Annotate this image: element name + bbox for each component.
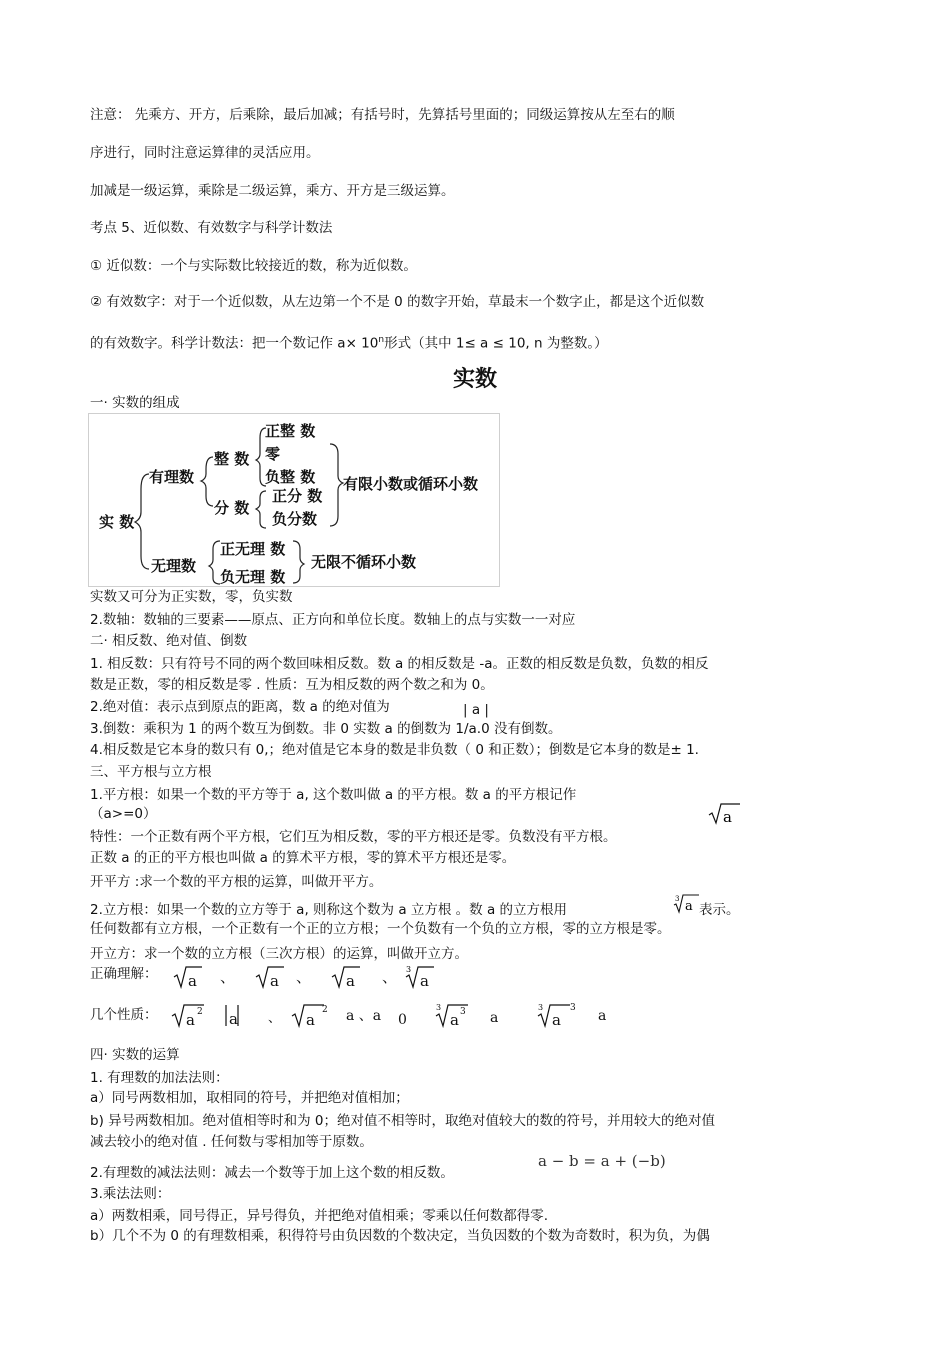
square-root-line: 1.平方根：如果一个数的平方等于 a, 这个数叫做 a 的平方根。数 a 的平方根记作	[90, 787, 577, 803]
prop-cube-index-2: 3	[538, 1003, 544, 1012]
label-negative-irrational: 负无理 数	[220, 568, 286, 586]
approx-number-line: ① 近似数：一个与实际数比较接近的数，称为近似数。	[90, 258, 417, 274]
svg-text:a: a	[450, 1011, 459, 1029]
sqrt-radicand: a	[723, 808, 732, 826]
multiplication-rule-a: a）两数相乘，同号得正，异号得负，并把绝对值相乘；零乘以任何数都得零.	[90, 1208, 549, 1224]
note-line-2: 序进行，同时注意运算律的灵活应用。	[90, 145, 320, 161]
page-title: 实数	[452, 366, 497, 392]
prop-sep: 、	[268, 1011, 282, 1026]
svg-text:a: a	[188, 972, 197, 990]
prop-exp-3b: 3	[570, 1003, 576, 1013]
label-real: 实 数	[99, 513, 135, 531]
understanding-sep-3: 、	[382, 968, 398, 986]
svg-text:a: a	[186, 1011, 195, 1029]
label-fraction: 分 数	[214, 499, 250, 517]
opposite-number-line-1: 1. 相反数：只有符号不同的两个数回味相反数。数 a 的相反数是 -a。正数的相反数是负数，负数的相反	[90, 656, 709, 672]
label-infinite-decimal: 无限不循环小数	[311, 553, 417, 571]
correct-understanding-label: 正确理解：	[90, 966, 158, 982]
number-axis-line: 2.数轴：数轴的三要素——原点、正方向和单位长度。数轴上的点与实数一一对应	[90, 612, 576, 628]
label-positive-integer: 正整 数	[265, 422, 316, 440]
prop-abs: a	[229, 1010, 238, 1028]
understanding-cube-index: 3	[406, 965, 412, 974]
subtraction-rule: 2.有理数的减法法则：减去一个数等于加上这个数的相反数。	[90, 1165, 454, 1181]
prop-exp-2b: 2	[322, 1005, 328, 1015]
svg-text:a: a	[346, 972, 355, 990]
prop-exp-3: 3	[460, 1007, 466, 1017]
prop-a-a: a 、a	[346, 1008, 382, 1024]
topic-5-heading: 考点 5、近似数、有效数字与科学计数法	[90, 220, 333, 236]
cube-root-operation: 开立方：求一个数的立方根（三次方根）的运算，叫做开立方。	[90, 946, 468, 962]
section-1-heading: 一· 实数的组成	[90, 395, 180, 411]
svg-text:a: a	[270, 972, 279, 990]
arithmetic-root-line: 正数 a 的正的平方根也叫做 a 的算术平方根，零的算术平方根还是零。	[90, 850, 516, 866]
subtraction-formula: a − b = a + (−b)	[538, 1152, 666, 1170]
sci-exponent: n	[378, 335, 385, 345]
section-3-heading: 三、平方根与立方根	[90, 764, 212, 780]
label-positive-irrational: 正无理 数	[220, 540, 286, 558]
label-positive-fraction: 正分 数	[272, 487, 323, 505]
prop-zero: 0	[398, 1012, 407, 1028]
label-negative-fraction: 负分数	[272, 510, 318, 528]
prop-result-1: a	[490, 1010, 499, 1026]
square-root-operation: 开平方 :求一个数的平方根的运算，叫做开平方。	[90, 874, 383, 890]
brace-finite	[330, 444, 343, 526]
prop-cube-index: 3	[436, 1003, 442, 1012]
brace-root	[135, 474, 149, 569]
label-integer: 整 数	[214, 450, 250, 468]
understanding-formulas	[172, 962, 442, 992]
properties-label: 几个性质：	[90, 1007, 158, 1023]
sci-text-b: 形式（其中 1≤ a ≤ 10, n 为整数。）	[384, 335, 608, 352]
scientific-notation-line	[90, 331, 608, 353]
svg-text:3: 3	[675, 895, 680, 903]
section-4-heading: 四· 实数的运算	[90, 1047, 180, 1063]
label-negative-integer: 负整 数	[265, 468, 316, 486]
cube-root-notation	[673, 893, 701, 915]
square-root-condition: （a>=0）	[90, 806, 157, 822]
brace-infinite	[293, 541, 304, 583]
square-root-property: 特性：一个正数有两个平方根，它们互为相反数，零的平方根还是零。负数没有平方根。	[90, 829, 617, 845]
sqrt-a-notation	[708, 802, 742, 826]
understanding-sep-1: 、	[220, 968, 236, 986]
addition-rule-b-cont: 减去较小的绝对值 . 任何数与零相加等于原数。	[90, 1134, 373, 1150]
understanding-sep-2: 、	[296, 968, 312, 986]
reciprocal-line: 3.倒数：乘积为 1 的两个数互为倒数。非 0 实数 a 的倒数为 1/a.0 没有倒数。	[90, 721, 562, 737]
brace-rational	[201, 457, 213, 506]
cube-root-line: 2.立方根：如果一个数的立方等于 a, 则称这个数为 a 立方根 。数 a 的立方根用	[90, 902, 568, 918]
label-irrational: 无理数	[151, 557, 197, 575]
addition-rule-a: a）同号两数相加，取相同的符号，并把绝对值相加；	[90, 1090, 409, 1106]
operation-levels: 加减是一级运算，乘除是二级运算，乘方、开方是三级运算。	[90, 183, 455, 199]
sci-text-a: 的有效数字。科学计数法：把一个数记作 a× 10	[90, 335, 379, 352]
addition-rule-heading: 1. 有理数的加法法则：	[90, 1070, 229, 1086]
label-finite-decimal: 有限小数或循环小数	[343, 475, 479, 493]
label-zero: 零	[265, 445, 281, 463]
properties-formulas	[170, 998, 640, 1032]
addition-rule-b: b) 异号两数相加。绝对值相等时和为 0；绝对值不相等时，取绝对值较大的数的符号，并用较大的绝对值	[90, 1113, 716, 1129]
prop-exp-2: 2	[197, 1007, 203, 1017]
svg-text:a: a	[685, 899, 693, 914]
brace-irrational	[209, 541, 220, 584]
cube-root-line-end: 表示。	[699, 902, 740, 918]
note-line-1: 注意： 先乘方、开方，后乘除，最后加减；有括号时，先算括号里面的；同级运算按从左至右的顺	[90, 107, 675, 123]
absolute-value-notation: | a |	[463, 702, 489, 718]
significant-digit-line: ② 有效数字：对于一个近似数，从左边第一个不是 0 的数字开始，草最末一个数字止，都是这个近似数	[90, 294, 705, 310]
multiplication-rule-heading: 3.乘法法则：	[90, 1186, 171, 1202]
real-number-split: 实数又可分为正实数，零，负实数	[90, 589, 293, 605]
multiplication-rule-b: b）几个不为 0 的有理数相乘，积得符号由负因数的个数决定，当负因数的个数为奇数时，积为负，为偶	[90, 1228, 710, 1244]
label-rational: 有理数	[149, 468, 195, 486]
prop-result-2: a	[598, 1008, 607, 1024]
real-number-classification-diagram	[88, 413, 500, 587]
section-2-heading: 二· 相反数、绝对值、倒数	[90, 633, 248, 649]
svg-text:a: a	[420, 972, 429, 990]
self-value-line: 4.相反数是它本身的数只有 0,；绝对值是它本身的数是非负数（ 0 和正数）；倒数是它本身的数是± 1.	[90, 742, 699, 758]
svg-text:a: a	[552, 1011, 561, 1029]
absolute-value-line: 2.绝对值：表示点到原点的距离，数 a 的绝对值为	[90, 699, 390, 715]
cube-root-property: 任何数都有立方根，一个正数有一个正的立方根；一个负数有一个负的立方根，零的立方根是零。	[90, 921, 671, 937]
svg-text:a: a	[306, 1011, 315, 1029]
brace-fraction	[256, 491, 266, 528]
opposite-number-line-2: 数是正数，零的相反数是零 . 性质：互为相反数的两个数之和为 0。	[90, 677, 494, 693]
